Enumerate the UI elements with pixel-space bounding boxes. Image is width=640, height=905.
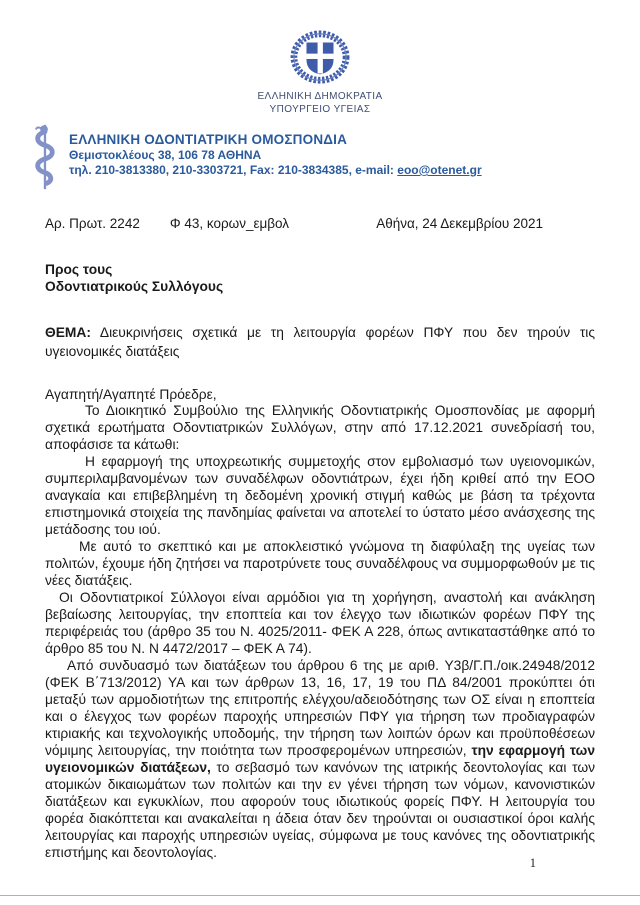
email-link[interactable]: eoo@otenet.gr xyxy=(397,163,482,177)
paragraph-5-bold: την εφαρμογή των υγειονομικών διατάξεων, xyxy=(45,743,595,775)
protocol-file-ref: Φ 43, κορων_εμβολ xyxy=(169,216,290,231)
rod-of-asclepius-icon xyxy=(29,122,59,192)
subject-line xyxy=(45,323,595,361)
greeting: Αγαπητή/Αγαπητέ Πρόεδρε, xyxy=(45,387,217,402)
recipient-line-1: Προς τους xyxy=(45,262,113,277)
protocol-number: Αρ. Πρωτ. 2242 xyxy=(45,216,140,231)
paragraph-5-post: το σεβασμό των κανόνων της ιατρικής δεοντολογίας και των ατομικών δικαιωμάτων των πολιτών και την εν γένει τήρηση των νόμων, κανονιστικών διατάξεων και εγκυκλίων, που αφορούν τους ιδιωτικούς φορείς ΠΦΥ. Η λειτουργία του φορέα διακόπτεται και ανακαλείται η άδεια όταν δεν τηρούνται οι ουσιαστικοί όροι καλής λειτουργίας και παροχής υπηρεσιών υγείας, σύμφωνα με τους κανόνες της οδοντιατρικής επιστήμης και δεοντολογίας. xyxy=(45,760,596,860)
ministry-header xyxy=(45,30,595,116)
paragraph-2: Η εφαρμογή της υποχρεωτικής συμμετοχής στον εμβολιασμό των υγειονομικών, συμπεριλαμβανομένων των συναδέλφων οδοντιάτρων, έχει ήδη κριθεί από την ΕΟΟ αναγκαία και επιβεβλημένη τη δεδομένη χρονική στιγμή καθώς με βάση τα τρέχοντα επιστημονικά στοιχεία της πανδημίας φαίνεται να αποτελεί το ύστατο μέσο ανάσχεσης της μετάδοσης του ιού. xyxy=(45,454,595,537)
paragraph-5-pre: Από συνδυασμό των διατάξεων του άρθρου 6 της με αριθ. Υ3β/Γ.Π./οικ.24948/2012 (ΦΕΚ Β΄713/2012) ΥΑ και των άρθρων 13, 16, 17, 19 του ΠΔ 84/2001 προκύπτει ότι μεταξύ των αρμοδιοτήτων της επιτροπής ελέγχου/αδειοδότησης των ΟΣ είναι η εποπτεία και ο έλεγχος των φορέων παροχής υπηρεσιών ΠΦΥ για τήρηση των προδιαγραφών κτιριακής και τεχνολογικής υποδομής, την τήρηση των λοιπών όρων και προϋποθέσεων νόμιμης λειτουργίας, την ποιότητα των προσφερομένων υπηρεσιών, xyxy=(45,658,595,758)
ministry-line-1: ΕΛΛΗΝΙΚΗ ΔΗΜΟΚΡΑΤΙΑ xyxy=(257,91,383,102)
recipient-block xyxy=(45,261,595,295)
paragraph-4: Οι Οδοντιατρικοί Σύλλογοι είναι αρμόδιοι για τη χορήγηση, αναστολή και ανάκληση βεβαίωσης λειτουργίας, την εποπτεία και τον έλεγχο των ιδιωτικών φορέων ΠΦΥ της περιφέρειάς του (άρθρο 35 του Ν. 4025/2011- ΦΕΚ Α 228, όπως αντικαταστάθηκε από το άρθρο 85 του Ν. Ν 4472/2017 – ΦΕΚ Α 74). xyxy=(45,590,595,656)
protocol-row xyxy=(45,216,595,231)
organization-address: Θεμιστοκλέους 38, 106 78 ΑΘΗΝΑ xyxy=(69,148,262,162)
paragraph-5 xyxy=(45,657,595,861)
organization-name: ΕΛΛΗΝΙΚΗ ΟΔΟΝΤΙΑΤΡΙΚΗ ΟΜΟΣΠΟΝΔΙΑ xyxy=(69,132,348,147)
paragraph-3: Με αυτό το σκεπτικό και με αποκλειστικό γνώμονα τη διαφύλαξη της υγείας των πολιτών, έχουμε ήδη ζητήσει να παροτρύνετε τους συναδέλφους να συμμορφωθούν με τις νέες διατάξεις. xyxy=(45,539,595,588)
page-number: 1 xyxy=(529,856,536,870)
paragraph-1: Το Διοικητικό Συμβούλιο της Ελληνικής Οδοντιατρικής Ομοσπονδίας με αφορμή σχετικά ερωτήματα Οδοντιατρικών Συλλόγων, στην από 17.12.2021 συνεδρίασή του, αποφάσισε τα κάτωθι: xyxy=(45,403,595,452)
recipient-line-2: Οδοντιατρικούς Συλλόγους xyxy=(45,279,224,294)
greek-coat-of-arms-icon xyxy=(288,30,352,86)
contact-text: τηλ. 210-3813380, 210-3303721, Fax: 210-3834385, e-mail: xyxy=(69,163,398,177)
letter-city-date: Αθήνα, 24 Δεκεμβρίου 2021 xyxy=(376,216,543,231)
organization-header xyxy=(29,122,595,192)
organization-contact xyxy=(69,163,482,178)
page-bottom-edge xyxy=(0,895,640,896)
ministry-line-2: ΥΠΟΥΡΓΕΙΟ ΥΓΕΙΑΣ xyxy=(269,104,371,115)
subject-text: Διευκρινήσεις σχετικά με τη λειτουργία φορέων ΠΦΥ που δεν τηρούν τις υγειονομικές διατάξεις xyxy=(45,325,595,359)
subject-label: ΘΕΜΑ: xyxy=(45,325,91,340)
